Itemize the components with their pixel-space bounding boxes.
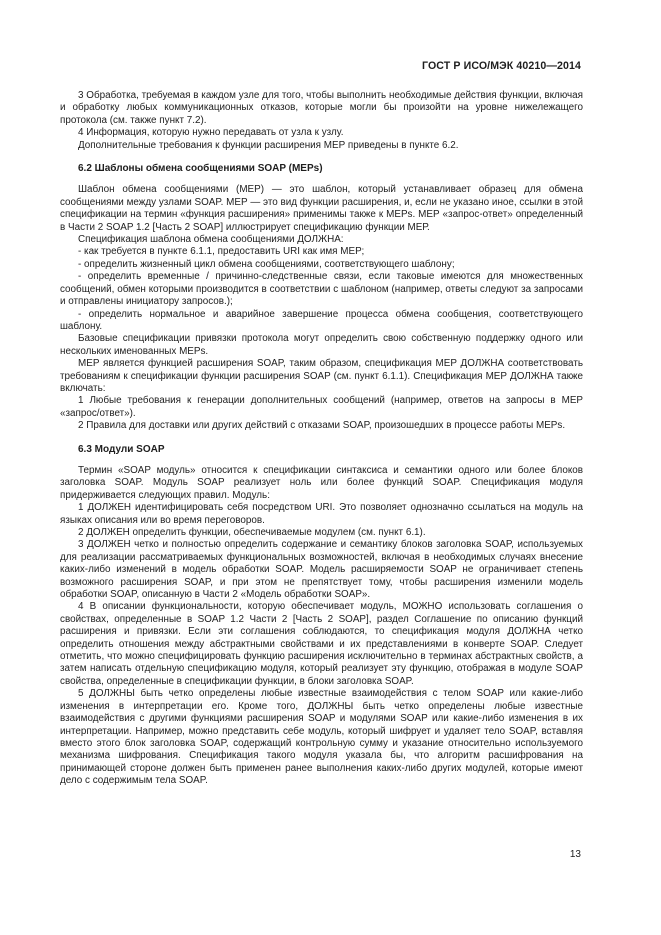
paragraph: 4 В описании функциональности, которую обеспечивает модуль, МОЖНО использовать соглашения о свойствах, определенные в SOAP 1.2 Части 2 [Часть 2 SOAP], раздел Соглашение по описанию функций расширения и привязки. Если эти соглашения соблюдаются, то спецификация модуля ДОЛЖНА четко определить отношения между абстрактными свойствами и их представлениями в конверте SOAP. Следует отметить, что можно специфицировать функцию расширения исключительно в терминах абстрактных свойств, а затем написать отдельную спецификацию модуля, который реализует эту функцию, отображая в модуле SOAP свойства, определенные в спецификации функции, в блоки заголовка SOAP. bbox=[60, 601, 583, 687]
page-number: 13 bbox=[569, 849, 581, 860]
paragraph: - определить жизненный цикл обмена сообщениями, соответствующего шаблону; bbox=[78, 258, 455, 270]
paragraph: 1 Любые требования к генерации дополнительных сообщений (например, ответов на запросы в МЕР «запрос/ответ»). bbox=[60, 395, 583, 419]
paragraph: 5 ДОЛЖНЫ быть четко определены любые известные взаимодействия с телом SOAP или какие-либо изменения в интерпретации его. Кроме того, ДОЛЖНЫ быть четко определены любые известные взаимодействия с другими функциями расширения SOAP и модулями SOAP или какие-либо изменения в их интерпретации. Например, можно представить себе модуль, который шифрует и удаляет тело SOAP, вставляя вместо этого блок заголовка SOAP, содержащий контрольную сумму и указание относительно используемого механизма шифрования. Спецификация такого модуля указала бы, что алгоритм расшифрования на принимающей стороне должен быть применен ранее выполнения каких-либо других модулей, которые имеют дело с содержимым тела SOAP. bbox=[60, 688, 583, 787]
paragraph: Спецификация шаблона обмена сообщениями ДОЛЖНА: bbox=[78, 234, 344, 246]
paragraph: 4 Информация, которую нужно передавать от узла к узлу. bbox=[78, 127, 344, 139]
document-body bbox=[60, 90, 583, 788]
paragraph: - определить нормальное и аварийное завершение процесса обмена сообщения, соответствующего шаблону. bbox=[60, 308, 583, 332]
paragraph: - как требуется в пункте 6.1.1, предоставить URI как имя МЕР; bbox=[78, 246, 365, 258]
section-heading: 6.2 Шаблоны обмена сообщениями SOAP (MEPs) bbox=[78, 163, 323, 175]
document-header: ГОСТ Р ИСО/МЭК 40210—2014 bbox=[422, 60, 581, 72]
paragraph: 3 Обработка, требуемая в каждом узле для того, чтобы выполнить необходимые действия функции, включая и обработку любых коммуникационных отказов, которые могли бы произойти на уровне нижележащего протокола (см. также пункт 7.2). bbox=[60, 90, 583, 126]
paragraph: 1 ДОЛЖЕН идентифицировать себя посредством URI. Это позволяет однозначно ссылаться на модуль на языках описания или во время переговоров. bbox=[60, 502, 583, 526]
paragraph: 3 ДОЛЖЕН четко и полностью определить содержание и семантику блоков заголовка SOAP, используемых для реализации рассматриваемых функциональных возможностей, включая в необходимых случаях внесение каких-либо изменений в модель обработки SOAP. Модель расширяемости SOAP не ограничивает степень возможного расширения SOAP, и при этом не препятствует тому, чтобы расширения изменили модель обработки SOAP, описанную в Части 2 «Модель обработки SOAP». bbox=[60, 539, 583, 601]
paragraph: 2 Правила для доставки или других действий с отказами SOAP, произошедших в процессе работы MEPs. bbox=[78, 420, 566, 432]
paragraph: 2 ДОЛЖЕН определить функции, обеспечиваемые модулем (см. пункт 6.1). bbox=[78, 527, 426, 538]
paragraph: Дополнительные требования к функции расширения МЕР приведены в пункте 6.2. bbox=[78, 139, 459, 151]
paragraph: Термин «SOAP модуль» относится к спецификации синтаксиса и семантики одного или более блоков заголовка SOAP. Модуль SOAP реализует ноль или более функций SOAP. Спецификация модуля придерживается следующих правил. Модуль: bbox=[60, 464, 583, 501]
paragraph: МЕР является функцией расширения SOAP, таким образом, спецификация МЕР ДОЛЖНА соответствовать требованиям к спецификации функции расширения SOAP (см. пункт 6.1.1). Спецификация МЕР ДОЛЖНА также включать: bbox=[60, 358, 583, 394]
section-heading: 6.3 Модули SOAP bbox=[78, 443, 165, 455]
paragraph: - определить временные / причинно-следственные связи, если таковые имеются для множественных сообщений, обмен которыми производится в соответствии с шаблоном (например, ответы следуют за запросами и отправлены инициатору запросов.); bbox=[60, 271, 583, 308]
paragraph: Шаблон обмена сообщениями (МЕР) — это шаблон, который устанавливает образец для обмена сообщениями между узлами SOAP. МЕР — это вид функции расширения, и, если не указано иное, ссылки в этой спецификации на термин «функция расширения» применимы также к MEPs. МЕР «запрос-ответ» определенный в Части 2 SOAP 1.2 [Часть 2 SOAP] иллюстрирует спецификацию функции МЕР. bbox=[60, 184, 583, 233]
paragraph: Базовые спецификации привязки протокола могут определить свою собственную поддержку одного или нескольких именованных MEPs. bbox=[60, 333, 583, 357]
